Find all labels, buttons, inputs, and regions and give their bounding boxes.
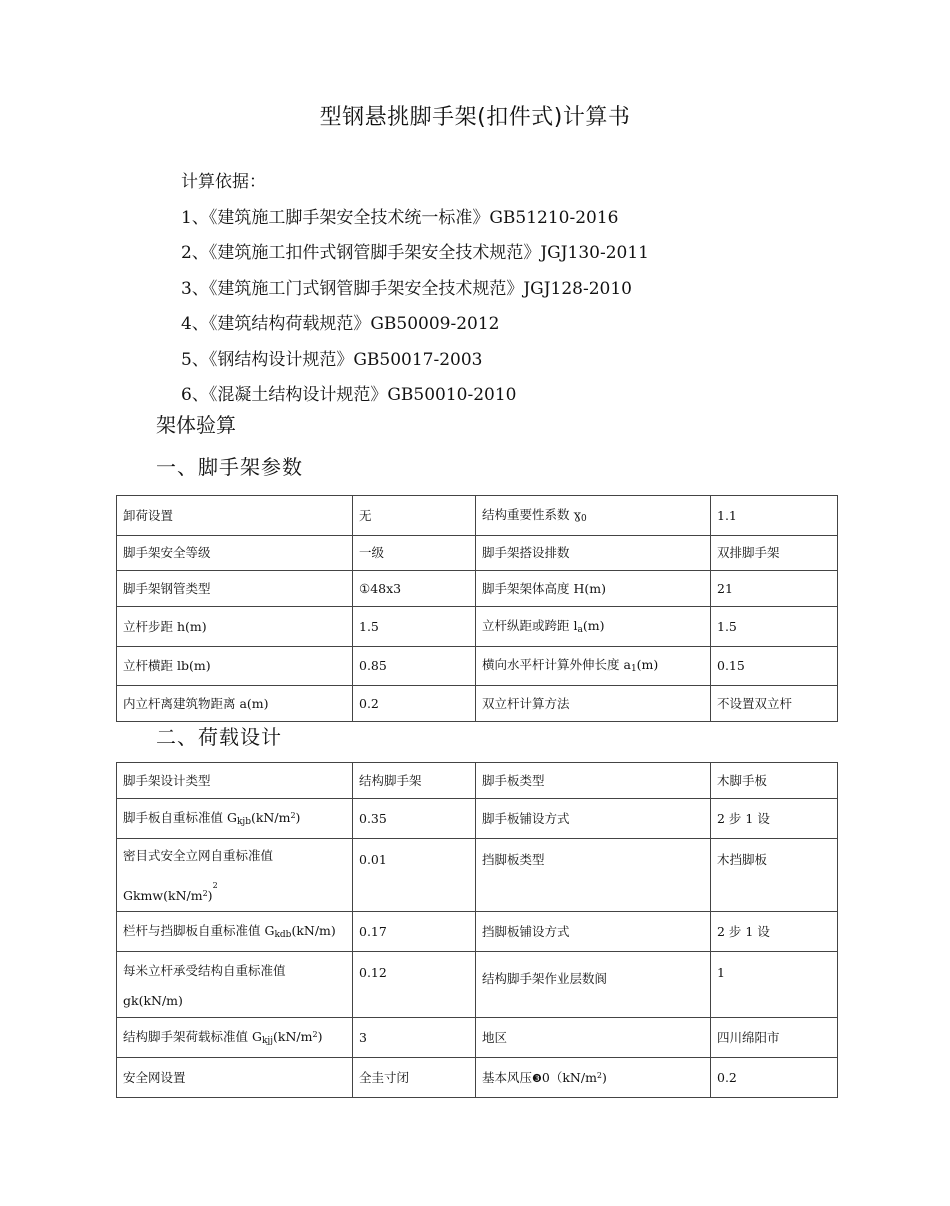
table-row [117, 1018, 838, 1058]
param-label: 立杆步距 h(m) [117, 607, 353, 647]
basis-item: 4、《建筑结构荷载规范》GB50009-2012 [181, 314, 500, 334]
section-heading-load-design: 二、荷载设计 [156, 725, 282, 749]
param-value: 一级 [353, 536, 476, 571]
param-value: 0.35 [353, 799, 476, 839]
calculation-basis [181, 165, 649, 414]
param-value: 0.15 [711, 647, 838, 686]
table-row [117, 647, 838, 686]
param-value: ①48x3 [353, 571, 476, 607]
omega-symbol-icon: ❸ [532, 1071, 542, 1085]
param-label: 脚手板类型 [476, 763, 711, 799]
param-label: 立杆横距 lb(m) [117, 647, 353, 686]
param-value: 2 步 1 设 [711, 912, 838, 952]
basis-item: 3、《建筑施工门式钢管脚手架安全技术规范》JGJ128-2010 [181, 278, 632, 299]
basis-item: 6、《混凝土结构设计规范》GB50010-2010 [181, 385, 517, 405]
param-label: 地区 [476, 1018, 711, 1058]
document-title: 型钢悬挑脚手架(扣件式)计算书 [319, 105, 631, 130]
param-label: 脚手架设计类型 [117, 763, 353, 799]
param-label: 安全网设置 [117, 1058, 353, 1098]
param-label: 脚手架搭设排数 [476, 536, 711, 571]
param-value: 0.12 [353, 952, 476, 1018]
param-value: 木脚手板 [711, 763, 838, 799]
basis-item: 2、《建筑施工扣件式钢管脚手架安全技术规范》JGJ130-2011 [181, 243, 649, 263]
table-row [117, 1058, 838, 1098]
table-row [117, 607, 838, 647]
table-row [117, 952, 838, 1018]
param-value: 四川绵阳市 [711, 1018, 838, 1058]
param-value: 0.2 [353, 686, 476, 722]
param-label: 脚手板自重标准值 $G_{kjb}(kN/m^2)$ [117, 799, 353, 839]
param-label: 结构脚手架荷载标准值 $G_{kjj}(kN/m^2)$ [117, 1018, 353, 1058]
param-label: 挡脚板铺设方式 [476, 912, 711, 952]
param-value: 结构脚手架 [353, 763, 476, 799]
scaffold-params-table [116, 495, 838, 722]
param-label: 脚手架架体高度 H(m) [476, 571, 711, 607]
param-value: 3 [353, 1018, 476, 1058]
table-row [117, 839, 838, 912]
basis-heading: 计算依据： [181, 172, 266, 192]
param-value: 0.17 [353, 912, 476, 952]
section-heading-body-check: 架体验算 [156, 413, 236, 437]
param-label: 基本风压$❸0(kN/m^2)$ [476, 1058, 711, 1098]
param-label: 内立杆离建筑物距离 a(m) [117, 686, 353, 722]
param-label: 脚手架钢管类型 [117, 571, 353, 607]
param-value: 1 [711, 952, 838, 1018]
table-row [117, 799, 838, 839]
param-label: 卸荷设置 [117, 496, 353, 536]
load-design-table [116, 762, 838, 1098]
param-label: 横向水平杆计算外伸长度 $a_1(m)$ [476, 647, 711, 686]
basis-item: 5、《钢结构设计规范》GB50017-2003 [181, 349, 483, 370]
param-value: 木挡脚板 [711, 839, 838, 912]
param-label: 每米立杆承受结构自重标准值 gk(kN/m) [117, 952, 353, 1018]
param-value: 不设置双立杆 [711, 686, 838, 722]
param-label: 挡脚板类型 [476, 839, 711, 912]
table-row [117, 496, 838, 536]
param-label: 栏杆与挡脚板自重标准值 $G_{kdb}(kN/m)$ [117, 912, 353, 952]
param-label: 脚手板铺设方式 [476, 799, 711, 839]
param-label: 结构重要性系数 ɣ$_0$ [476, 496, 711, 536]
param-label: 脚手架安全等级 [117, 536, 353, 571]
table-row [117, 912, 838, 952]
param-value: 2 步 1 设 [711, 799, 838, 839]
table-row [117, 763, 838, 799]
param-label: 结构脚手架作业层数阆 [476, 952, 711, 1018]
param-value: 1.5 [711, 607, 838, 647]
param-value: 双排脚手架 [711, 536, 838, 571]
param-label: 密目式安全立网自重标准值 $Gkmw(kN/m^2)^2$ [117, 839, 353, 912]
param-value: 21 [711, 571, 838, 607]
param-value: 1.5 [353, 607, 476, 647]
basis-item: 1、《建筑施工脚手架安全技术统一标准》GB51210-2016 [181, 207, 619, 228]
param-value: 全圭寸闭 [353, 1058, 476, 1098]
param-label: 立杆纵距或跨距 $l_a(m)$ [476, 607, 711, 647]
section-heading-scaffold-params: 一、脚手架参数 [156, 455, 303, 479]
param-value: 1.1 [711, 496, 838, 536]
table-row [117, 571, 838, 607]
table-row [117, 686, 838, 722]
table-row [117, 536, 838, 571]
param-value: 0.2 [711, 1058, 838, 1098]
param-value: 0.01 [353, 839, 476, 912]
param-label: 双立杆计算方法 [476, 686, 711, 722]
param-value: 0.85 [353, 647, 476, 686]
param-value: 无 [353, 496, 476, 536]
